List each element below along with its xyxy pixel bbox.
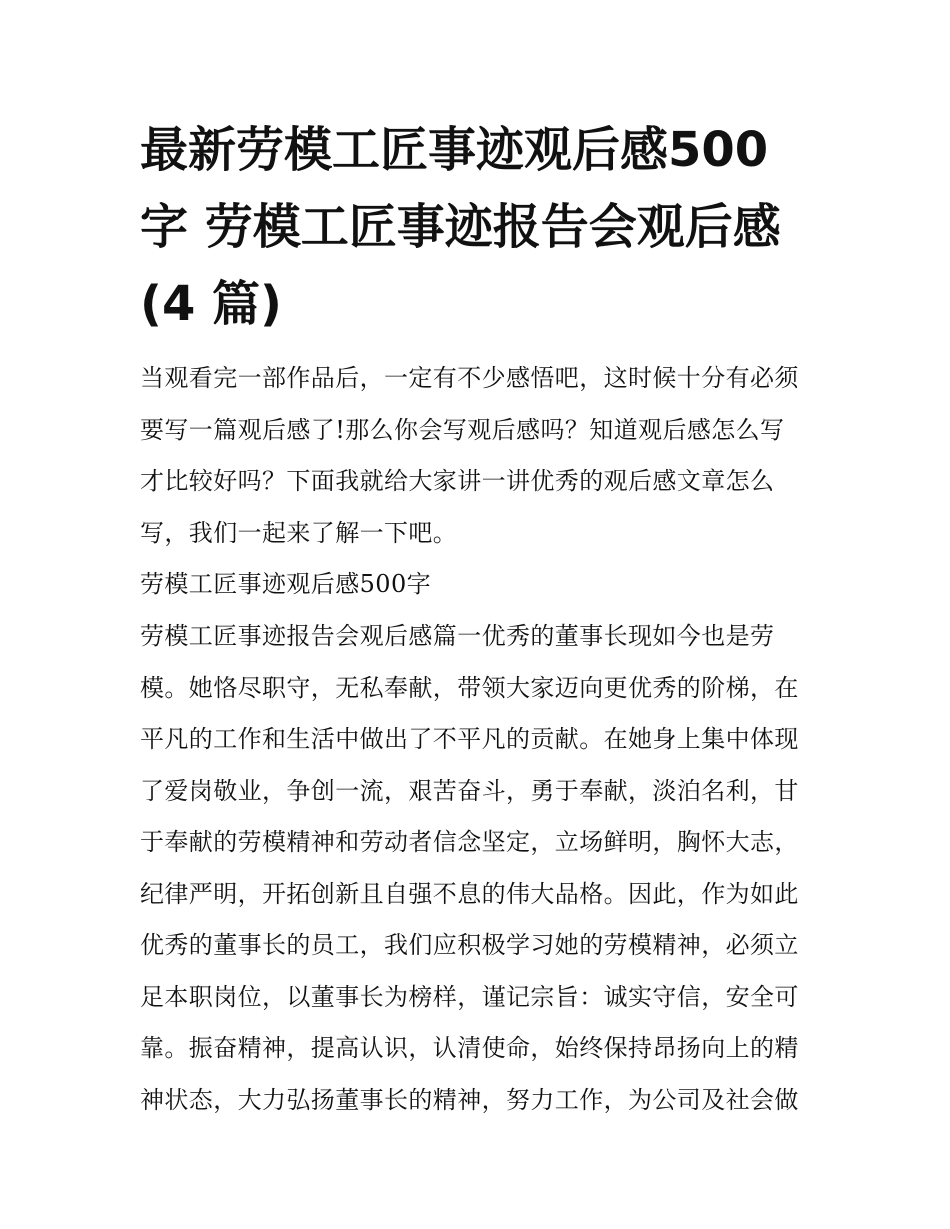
text-line: 平凡的工作和生活中做出了不平凡的贡献。在她身上集中体现: [140, 725, 799, 753]
section-heading: [140, 559, 820, 611]
text-line: 劳模工匠事迹报告会观后感篇一优秀的董事长现如今也是劳: [140, 622, 775, 650]
document-title: [140, 112, 820, 343]
text-line: 要写一篇观后感了!那么你会写观后感吗？知道观后感怎么写: [140, 415, 785, 444]
title-line: (4 篇): [140, 276, 282, 332]
text-line: 写，我们一起来了解一下吧。: [140, 518, 458, 547]
text-line: 足本职岗位，以董事长为榜样，谨记宗旨：诚实守信，安全可: [140, 982, 799, 1011]
intro-paragraph: [140, 353, 820, 559]
title-line: 最新劳模工匠事迹观后感500: [140, 122, 769, 178]
text-line: 了爱岗敬业，争创一流，艰苦奋斗，勇于奉献，淡泊名利，甘: [140, 776, 799, 805]
text-line: 靠。振奋精神，提高认识，认清使命，始终保持昂扬向上的精: [140, 1034, 799, 1062]
text-line: 当观看完一部作品后，一定有不少感悟吧，这时候十分有必须: [140, 364, 799, 392]
text-line: 神状态，大力弘扬董事长的精神，努力工作，为公司及社会做: [140, 1085, 799, 1114]
text-line: 劳模工匠事迹观后感500字: [140, 570, 432, 598]
essay-paragraph: [140, 611, 820, 1126]
text-line: 优秀的董事长的员工，我们应积极学习她的劳模精神，必须立: [140, 931, 799, 959]
title-line: 字 劳模工匠事迹报告会观后感: [140, 199, 781, 255]
text-line: 纪律严明，开拓创新且自强不息的伟大品格。因此，作为如此: [140, 879, 799, 908]
text-line: 于奉献的劳模精神和劳动者信念坚定，立场鲜明，胸怀大志，: [140, 828, 799, 856]
text-line: 才比较好吗？下面我就给大家讲一讲优秀的观后感文章怎么: [140, 467, 775, 495]
text-line: 模。她恪尽职守，无私奉献，带领大家迈向更优秀的阶梯，在: [140, 673, 799, 702]
